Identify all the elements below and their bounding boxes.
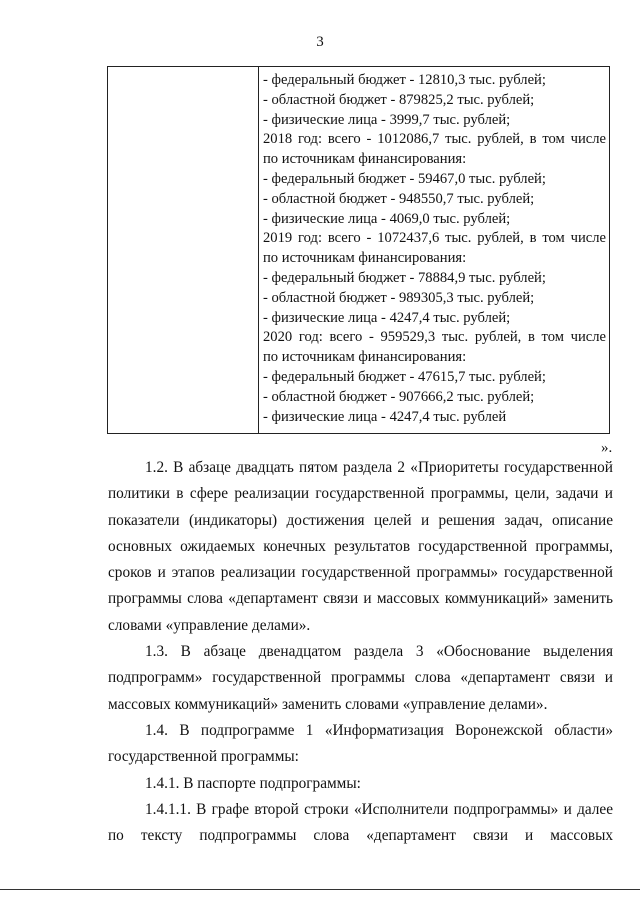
- funding-line: 2020 год: всего - 959529,3 тыс. рублей, в том числе: [263, 329, 606, 346]
- paragraph-1-2: [108, 455, 613, 639]
- page-bottom-rule: [0, 889, 640, 890]
- funding-line: - областной бюджет - 948550,7 тыс. рублей;: [263, 190, 535, 207]
- paragraph-text: 1.3. В абзаце двенадцатом раздела 3 «Обоснование выделения подпрограмм» государственной программы слова «департамент связи и массовых коммуникаций» заменить словами «управление делами».: [108, 643, 613, 713]
- paragraph-text: 1.4.1.1. В графе второй строки «Исполнители подпрограммы» и далее по тексту подпрограммы слова «департамент связи и массовых: [108, 800, 613, 845]
- paragraph-text: 1.4.1. В паспорте подпрограммы:: [145, 774, 361, 792]
- funding-line: 2019 год: всего - 1072437,6 тыс. рублей, в том числе: [263, 230, 606, 247]
- funding-line: - областной бюджет - 879825,2 тыс. рублей;: [263, 91, 535, 108]
- funding-line: - областной бюджет - 989305,3 тыс. рублей;: [263, 289, 535, 306]
- page-number: 3: [316, 34, 324, 50]
- funding-line: - физические лица - 4247,4 тыс. рублей: [263, 408, 507, 425]
- funding-line: по источникам финансирования:: [263, 151, 467, 168]
- funding-table: [107, 66, 610, 434]
- table-row: [108, 67, 610, 434]
- funding-line: по источникам финансирования:: [263, 250, 467, 267]
- paragraph-1-3: [108, 639, 613, 718]
- funding-line: - областной бюджет - 907666,2 тыс. рублей;: [263, 388, 535, 405]
- funding-line: по источникам финансирования:: [263, 349, 467, 366]
- table-cell-empty: [108, 67, 259, 434]
- paragraph-text: 1.2. В абзаце двадцать пятом раздела 2 «Приоритеты государственной политики в сфере реализации государственной программы, цели, задачи и показатели (индикаторы) достижения целей и решения задач, описание основных ожидаемых конечных результатов государственной программы, сроков и этапов реализации государственной программы» государственной программы слова «департамент связи и массовых коммуникаций» заменить словами «управление делами».: [108, 459, 613, 634]
- paragraph-text: 1.4. В подпрограмме 1 «Информатизация Воронежской области» государственной программы:: [108, 721, 613, 766]
- funding-line: 2018 год: всего - 1012086,7 тыс. рублей, в том числе: [263, 131, 606, 148]
- funding-line: - федеральный бюджет - 47615,7 тыс. рублей;: [263, 368, 546, 385]
- paragraph-1-4-1-1: [108, 797, 613, 850]
- funding-line: - физические лица - 4247,4 тыс. рублей;: [263, 309, 511, 326]
- funding-line: - федеральный бюджет - 78884,9 тыс. рублей;: [263, 269, 546, 286]
- table-cell-funding: [259, 67, 610, 434]
- paragraph-1-4-1: [108, 771, 613, 797]
- funding-line: - физические лица - 3999,7 тыс. рублей;: [263, 111, 511, 128]
- document-body: [108, 455, 613, 849]
- funding-line: - федеральный бюджет - 59467,0 тыс. рублей;: [263, 170, 546, 187]
- closing-quote: ».: [601, 440, 613, 456]
- paragraph-1-4: [108, 718, 613, 771]
- funding-line: - федеральный бюджет - 12810,3 тыс. рублей;: [263, 72, 546, 88]
- funding-line: - физические лица - 4069,0 тыс. рублей;: [263, 210, 511, 227]
